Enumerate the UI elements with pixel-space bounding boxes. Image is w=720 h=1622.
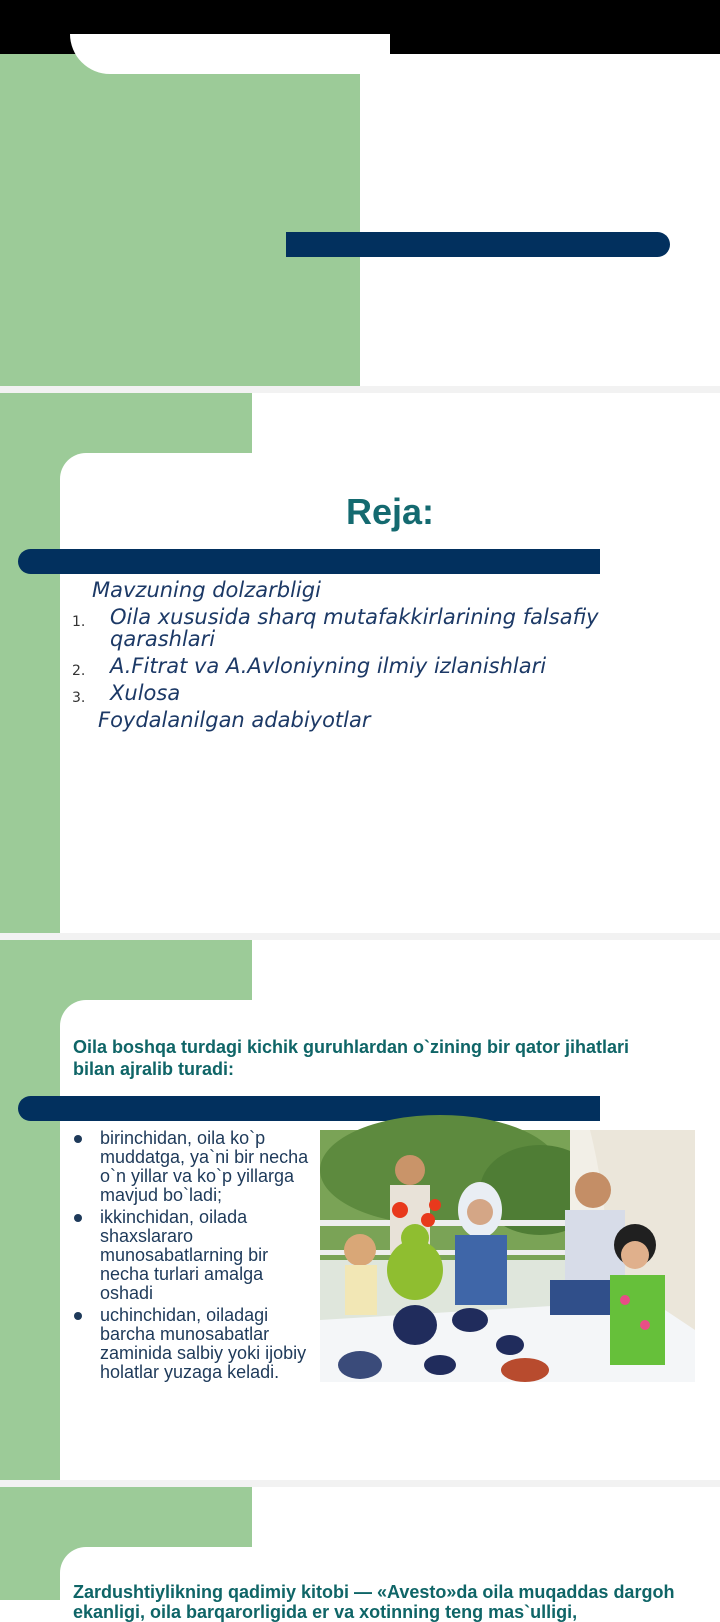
family-photo-illustration (320, 1130, 695, 1382)
bullet-text: birinchidan, oila ko`p muddatga, ya`ni bir necha o`n yillar va ko`p yillarga mavjud bo`ladi; (100, 1128, 309, 1205)
green-block (0, 54, 360, 386)
bullet-text: ikkinchidan, oilada shaxslararo munosabatlarning bir necha turlari amalga oshadi (100, 1207, 269, 1303)
bullet-item (72, 1306, 312, 1382)
slide-separator (0, 1480, 720, 1487)
navy-bar (18, 1096, 600, 1121)
slide-3[interactable] (0, 940, 720, 1480)
slide-separator (0, 386, 720, 393)
decor-curve (70, 34, 390, 74)
family-photo (320, 1130, 695, 1382)
bullet-icon (74, 1312, 82, 1320)
plan-item (72, 606, 692, 650)
bullet-icon (74, 1135, 82, 1143)
bullet-item (72, 1129, 312, 1205)
navy-bar (286, 232, 670, 257)
slide-heading: Oila boshqa turdagi kichik guruhlardan o`zining bir qator jihatlari bilan ajralib turadi: (73, 1037, 630, 1079)
bullet-list (72, 1129, 312, 1385)
plan-intro: Mavzuning dolzarbligi (92, 578, 321, 602)
plan-item-number: 3. (72, 690, 86, 706)
bullet-item (72, 1208, 312, 1303)
plan-outro: Foydalanilgan adabiyotlar (98, 708, 371, 732)
slide-title: Reja: (345, 491, 435, 532)
slide-4[interactable] (0, 1487, 720, 1622)
slide-1[interactable] (0, 54, 720, 386)
plan-item (72, 682, 692, 704)
plan-item-text: A.Fitrat va A.Avloniyning ilmiy izlanishlari (110, 654, 547, 678)
navy-bar (18, 549, 600, 574)
slide-2[interactable] (0, 393, 720, 933)
plan-item (72, 655, 692, 677)
slide-separator (0, 933, 720, 940)
plan-item-number: 1. (72, 614, 86, 630)
plan-item-number: 2. (72, 663, 86, 679)
bullet-text: uchinchidan, oiladagi barcha munosabatlar zaminida salbiy yoki ijobiy holatlar yuzaga keladi. (100, 1305, 307, 1382)
slide-heading: Zardushtiylikning qadimiy kitobi — «Avesto»da oila muqaddas dargoh ekanligi, oila barqarorligida er va xotinning teng mas`ulligi, (73, 1582, 675, 1622)
bullet-icon (74, 1214, 82, 1222)
plan-list (72, 579, 692, 731)
plan-item-text: Xulosa (110, 681, 181, 705)
plan-item-text: Oila xususida sharq mutafakkirlarining falsafiy qarashlari (110, 605, 599, 651)
